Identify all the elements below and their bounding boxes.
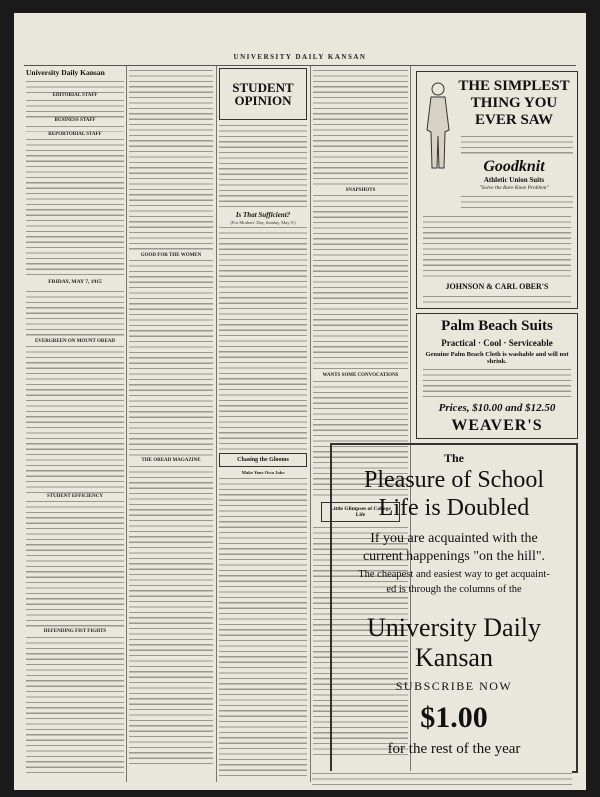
masthead: UNIVERSITY DAILY KANSAN <box>233 53 367 61</box>
column-divider <box>216 66 217 782</box>
section-heading: DEFENDING FIST FIGHTS <box>43 629 107 635</box>
ad-tagline: Practical · Cool · Serviceable <box>441 338 553 348</box>
ad-body: current happenings "on the hill". <box>362 549 546 564</box>
section-heading: WANTS SOME CONVOCATIONS <box>322 373 399 379</box>
text-block <box>26 344 124 494</box>
chasing-glooms-heading: Chasing the Glooms <box>219 453 307 467</box>
article-subheading: Make Your Own Joke <box>241 470 285 476</box>
subscription-period: for the rest of the year <box>387 741 521 757</box>
text-block <box>461 194 573 212</box>
ad-body: If you are acquainted with the <box>370 531 538 546</box>
section-heading: EDITORIAL STAFF <box>52 93 98 98</box>
column-divider <box>126 66 127 782</box>
goodknit-advertisement <box>416 71 578 309</box>
section-heading: REPORTORIAL STAFF <box>48 131 102 137</box>
glimpses-heading: Little Glimpses of College Life <box>321 502 400 522</box>
text-block <box>313 193 408 373</box>
ad-headline: THING YOU <box>470 95 558 111</box>
newspaper-page <box>14 13 586 790</box>
column-editorial <box>26 68 124 778</box>
text-block <box>26 635 124 775</box>
ad-slogan: "Solve the Bare Knee Problem" <box>479 185 549 191</box>
text-block <box>312 771 572 785</box>
dealer-name: JOHNSON & CARL OBER'S <box>445 282 549 291</box>
text-block <box>219 476 307 776</box>
paper-name: Kansan <box>415 643 493 672</box>
text-block <box>423 367 571 400</box>
ad-prices: Prices, $10.00 and $12.50 <box>438 402 556 414</box>
student-opinion-banner <box>219 68 307 120</box>
article-subheading: (For Mothers' Day, Sunday, May 9.) <box>230 220 296 225</box>
text-block <box>461 134 573 156</box>
column-divider <box>310 66 311 782</box>
ad-headline: EVER SAW <box>475 112 553 128</box>
column-3 <box>219 68 307 778</box>
section-heading: THE OREAD MAGAZINE <box>141 458 201 464</box>
text-block <box>219 225 307 450</box>
text-block <box>219 123 307 208</box>
ad-headline: Palm Beach Suits <box>441 318 553 334</box>
article-heading: Is That Sufficient? <box>235 211 291 219</box>
text-block <box>26 289 124 339</box>
column-2 <box>129 68 213 778</box>
banner-word: STUDENT <box>232 80 294 95</box>
text-block <box>423 214 571 280</box>
masthead-rule <box>24 65 576 66</box>
ad-body: The cheapest and easiest way to get acquaint- <box>358 569 550 580</box>
text-block <box>423 294 571 304</box>
ad-body: ed is through the columns of the <box>386 584 522 595</box>
section-heading: EVERGREEN ON MOUNT OREAD <box>34 338 116 344</box>
text-block <box>26 124 124 132</box>
ad-headline: THE SIMPLEST <box>458 78 570 94</box>
store-name: WEAVER'S <box>451 417 543 434</box>
goodknit-logo: Goodknit <box>483 158 545 175</box>
ad-headline: Pleasure of School <box>364 467 544 493</box>
ad-headline: Life is Doubled <box>378 495 530 521</box>
section-heading: SNAPSHOTS <box>345 188 376 193</box>
subscription-price: $1.00 <box>420 701 488 734</box>
text-block <box>26 79 124 93</box>
text-block <box>129 464 213 764</box>
subscribe-callout: SUBSCRIBE NOW <box>395 679 513 693</box>
section-heading: BUSINESS STAFF <box>54 118 96 124</box>
staff-box-title: University Daily Kansan <box>26 68 105 77</box>
text-block <box>26 98 124 118</box>
text-block <box>129 258 213 458</box>
ad-headline: The <box>443 451 464 465</box>
date-line: FRIDAY, MAY 7, 1915 <box>48 279 102 286</box>
paper-name: University Daily <box>366 613 542 642</box>
section-heading: GOOD FOR THE WOMEN <box>140 253 202 258</box>
text-block <box>129 68 213 253</box>
text-block <box>26 137 124 277</box>
banner-word: OPINION <box>234 93 292 108</box>
kansan-subscription-advertisement <box>330 443 578 773</box>
union-suit-figure <box>421 80 455 175</box>
section-heading: STUDENT EFFICIENCY <box>47 494 103 500</box>
text-block <box>313 68 408 188</box>
ad-subtitle: Genuine Palm Beach Cloth is washable and will not shrink. <box>425 351 569 365</box>
ad-subtitle: Athletic Union Suits <box>483 176 545 184</box>
text-block <box>26 499 124 629</box>
palm-beach-advertisement <box>416 313 578 439</box>
